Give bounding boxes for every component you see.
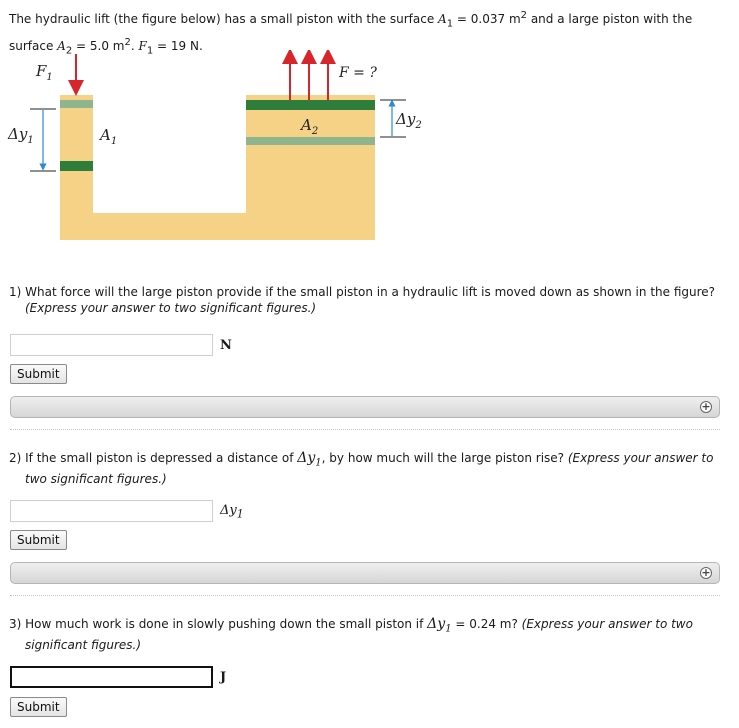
f1-symbol: F xyxy=(138,39,147,54)
question-2 xyxy=(9,450,729,487)
q1-unit: N xyxy=(220,338,232,353)
question-2-text: , by how much will the large piston rise? xyxy=(321,451,568,465)
q2-hint-bar[interactable] xyxy=(10,562,720,584)
dy1-label: $\Delta y_1$ xyxy=(8,125,34,146)
question-3 xyxy=(9,616,729,653)
a1-symbol: A xyxy=(438,12,447,26)
plus-icon[interactable]: + xyxy=(701,400,711,413)
a1-exponent: 2 xyxy=(520,10,528,21)
divider xyxy=(10,429,720,430)
large-piston xyxy=(246,100,375,110)
hydraulic-lift-figure xyxy=(0,50,460,250)
question-2-text: 2) If the small piston is depressed a distance of xyxy=(9,451,298,465)
question-1 xyxy=(9,284,729,316)
a2-value: = 5.0 m xyxy=(72,39,125,54)
intro-text: . xyxy=(130,39,139,54)
plus-icon[interactable]: + xyxy=(701,566,711,579)
problem-line-1 xyxy=(9,6,729,33)
q2-unit-symbol: Δy xyxy=(220,503,237,518)
f1-value: = 19 N. xyxy=(153,39,203,54)
q1-submit-button[interactable]: Submit xyxy=(10,364,67,384)
intro-text: surface xyxy=(9,39,58,54)
a1-value: = 0.037 m xyxy=(453,12,521,26)
q1-answer-input[interactable] xyxy=(10,334,213,356)
dy2-label: $\Delta y_2$ xyxy=(396,110,422,131)
small-piston xyxy=(60,161,93,171)
question-1-text: 1) What force will the large piston provide if the small piston in a hydraulic lift is moved down as shown in the figure? xyxy=(9,285,716,299)
f1-label: $F_1$ xyxy=(36,62,53,83)
question-3-text: = 0.24 m? xyxy=(451,617,522,631)
intro-text: The hydraulic lift (the figure below) has a small piston with the surface xyxy=(9,12,439,26)
question-2-hint: two significant figures.) xyxy=(25,472,167,487)
q2-unit xyxy=(220,503,244,521)
dy1-symbol: Δy xyxy=(297,450,316,466)
a2-exponent: 2 xyxy=(124,37,131,49)
f1-subscript: 1 xyxy=(146,45,154,57)
a1-subscript: 1 xyxy=(446,18,454,30)
question-3-text: 3) How much work is done in slowly pushing down the small piston if xyxy=(9,617,428,631)
question-1-hint: (Express your answer to two significant figures.) xyxy=(25,301,317,315)
a2-symbol: A xyxy=(57,39,66,54)
question-2-hint: (Express your answer to xyxy=(567,451,714,465)
dy1-subscript: 1 xyxy=(445,623,452,635)
q2-submit-button[interactable]: Submit xyxy=(10,530,67,550)
dy1-symbol: Δy xyxy=(427,616,446,632)
q3-unit: J xyxy=(220,670,227,685)
question-3-hint: significant figures.) xyxy=(25,638,142,653)
q3-submit-button[interactable]: Submit xyxy=(10,697,67,717)
divider xyxy=(10,595,720,596)
q1-hint-bar[interactable] xyxy=(10,396,720,418)
large-piston-initial xyxy=(246,137,375,145)
dy1-subscript: 1 xyxy=(315,457,322,469)
unknown-force-label: F = ? xyxy=(339,65,377,81)
fluid-container xyxy=(60,95,375,240)
q3-answer-input[interactable] xyxy=(10,666,213,688)
a2-subscript: 2 xyxy=(65,45,73,57)
question-3-hint: (Express your answer to two xyxy=(521,617,693,631)
a2-label: $A_2$ xyxy=(301,116,319,137)
q2-answer-input[interactable] xyxy=(10,500,213,522)
small-piston-initial xyxy=(60,100,93,108)
q2-unit-subscript: 1 xyxy=(236,507,244,521)
intro-text: and a large piston with the xyxy=(527,12,693,26)
a1-label: $A_1$ xyxy=(100,126,118,147)
